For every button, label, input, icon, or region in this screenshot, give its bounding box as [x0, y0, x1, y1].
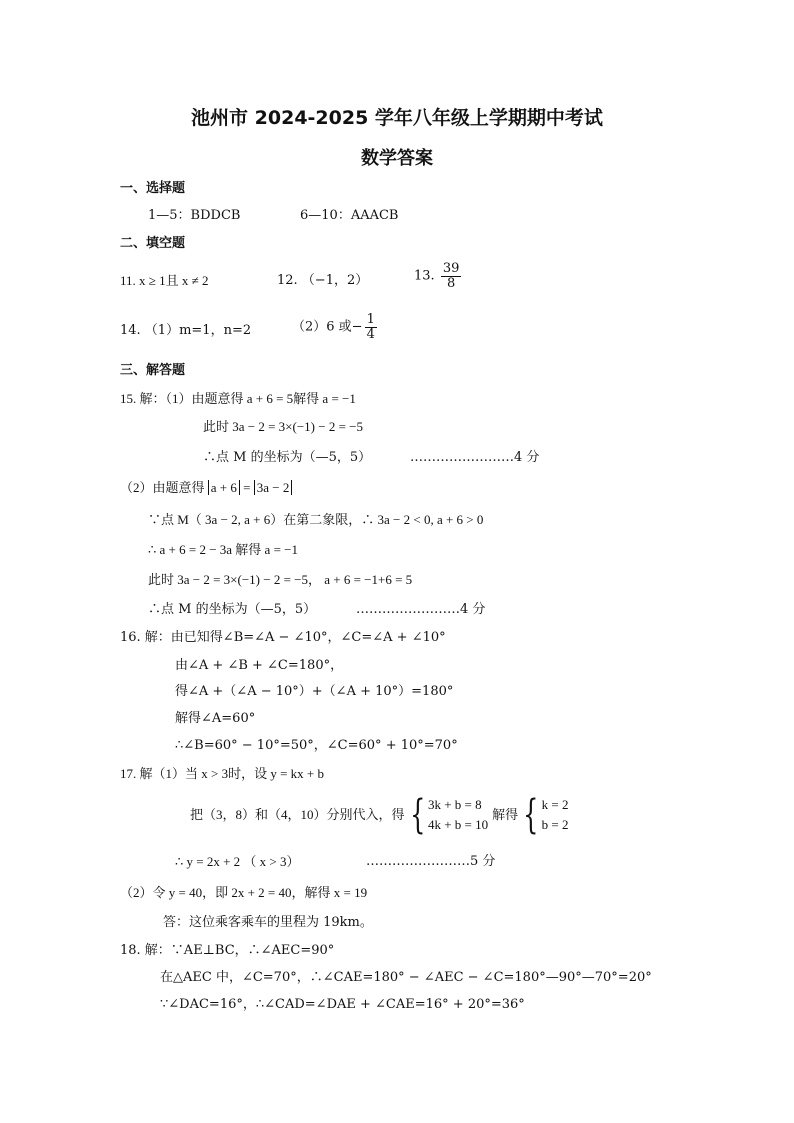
equation-system-1: [405, 792, 489, 839]
answers-6-10: 6—10：AAACB: [300, 208, 399, 223]
equals-sign: =: [243, 480, 251, 495]
q15-line6: ∴ a + 6 = 2 − 3a 解得 a = −1: [148, 542, 298, 557]
q18-line2: 在△AEC 中，∠C=70°，∴∠CAE=180° − ∠AEC − ∠C=180°—90°—70°=20°: [160, 970, 652, 985]
q15-line2: 此时 3a − 2 = 3×(−1) − 2 = −5: [203, 419, 363, 434]
equation-2a: k = 2: [541, 797, 569, 812]
fraction-denominator: 4: [366, 326, 375, 342]
fraction-denominator: 8: [446, 275, 456, 291]
q17-line1: 17. 解（1）当 x > 3时，设 y = kx + b: [120, 766, 324, 781]
fraction-numerator: 1: [366, 312, 375, 327]
section-heading-choice: 一、选择题: [120, 181, 186, 196]
q15-score1: ……………………4 分: [410, 450, 540, 465]
q16-line2: 由∠A + ∠B + ∠C=180°，: [175, 658, 344, 673]
answer-13-fraction: [441, 262, 462, 290]
q15-line5: ∵点 M（ 3a − 2, a + 6）在第二象限，∴ 3a − 2 < 0, a + 6 > 0: [148, 512, 484, 527]
q18-line1: 18. 解：∵AE⊥BC，∴∠AEC=90°: [120, 943, 335, 958]
q15-line4: [120, 480, 292, 496]
q16-line3: 得∠A +（∠A − 10°）+（∠A + 10°）=180°: [175, 684, 454, 699]
q16-line5: ∴∠B=60° − 10°=50°，∠C=60° + 10°=70°: [175, 738, 458, 753]
q15-line3: ∴点 M 的坐标为（—5，5）: [203, 450, 372, 465]
q17-line4: （2）令 y = 40，即 2x + 2 = 40，解得 x = 19: [120, 885, 368, 900]
section-heading-fill: 二、填空题: [120, 236, 186, 251]
q17-solve-text: 解得: [492, 807, 519, 823]
exam-title: 池州市 2024-2025 学年八年级上学期期中考试: [191, 107, 603, 129]
left-brace-icon: {: [409, 792, 425, 839]
q18-line3: ∵∠DAC=16°，∴∠CAD=∠DAE + ∠CAE=16° + 20°=36°: [160, 997, 525, 1012]
left-brace-icon: {: [523, 792, 539, 839]
q16-line4: 解得∠A=60°: [175, 711, 256, 726]
answer-14-part2-text: （2）6 或−: [292, 319, 363, 335]
q15-line4-prefix: （2）由题意得: [120, 480, 205, 495]
q17-line3: ∴ y = 2x + 2 （ x > 3）: [175, 854, 300, 869]
answer-11: 11. x ≥ 1且 x ≠ 2: [120, 273, 209, 288]
section-heading-solve: 三、解答题: [120, 363, 186, 378]
q15-line1: 15. 解：（1）由题意得 a + 6 = 5解得 a = −1: [120, 391, 356, 406]
q16-line1: 16. 解：由已知得∠B=∠A − ∠10°，∠C=∠A + ∠10°: [120, 630, 446, 645]
equation-system-2: [518, 792, 569, 839]
answer-14-fraction: [365, 313, 377, 341]
q15-line7: 此时 3a − 2 = 3×(−1) − 2 = −5， a + 6 = −1+6 = 5: [148, 572, 413, 587]
q17-line2: [190, 792, 569, 839]
abs-value-right: 3a − 2: [254, 480, 293, 495]
exam-subtitle: 数学答案: [361, 148, 433, 169]
q15-score2: ……………………4 分: [356, 602, 486, 617]
q17-score: ……………………5 分: [366, 854, 496, 869]
answer-13-label: 13.: [414, 268, 435, 284]
equation-2b: b = 2: [541, 817, 569, 833]
equation-1a: 3k + b = 8: [427, 797, 482, 812]
q17-line5: 答：这位乘客乘车的里程为 19km。: [163, 915, 373, 930]
q15-line8: ∴点 M 的坐标为（—5，5）: [148, 602, 317, 617]
abs-value-left: a + 6: [208, 480, 240, 495]
answer-14-part2: [292, 313, 379, 341]
answers-1-5: 1—5：BDDCB: [148, 208, 241, 223]
equation-1b: 4k + b = 10: [427, 817, 489, 833]
answer-12: 12. （−1，2）: [277, 273, 369, 288]
fraction-numerator: 39: [442, 261, 460, 276]
q17-line2-text: 把（3，8）和（4，10）分别代入，得: [190, 807, 405, 823]
answer-13: [414, 262, 463, 290]
answer-14-part1: 14. （1）m=1，n=2: [120, 323, 252, 338]
